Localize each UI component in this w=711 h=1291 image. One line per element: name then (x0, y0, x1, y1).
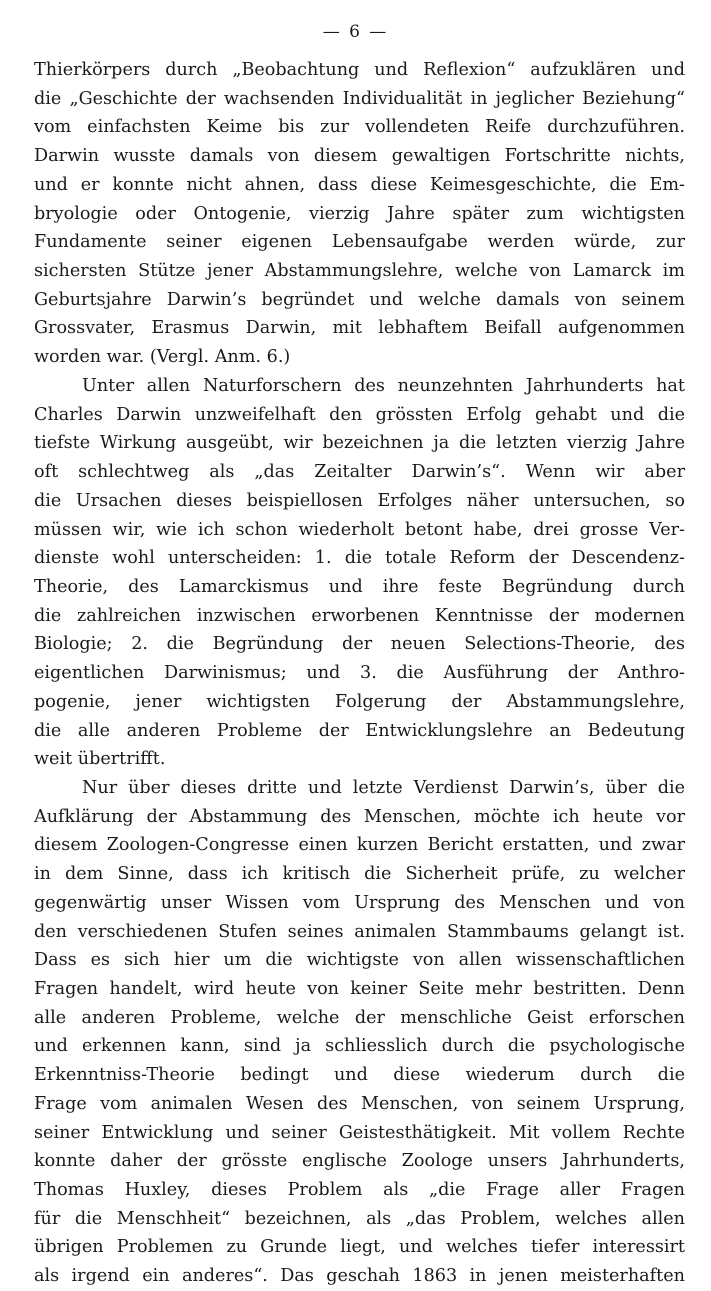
text-line: Dass es sich hier um die wichtigste von allen wissenschaftlichen (34, 950, 685, 971)
page-number: — 6 — (322, 22, 389, 42)
text-line: für die Menschheit“ bezeichnen, als „das Problem, welches allen (34, 1208, 685, 1229)
text-line: die Ursachen dieses beispiellosen Erfolges näher untersuchen, so (34, 490, 685, 511)
text-line: tiefste Wirkung ausgeübt, wir bezeichnen ja die letzten vierzig Jahre (34, 433, 685, 454)
text-line: gegenwärtig unser Wissen vom Ursprung des Menschen und von (34, 892, 685, 913)
paragraph-first-line: Nur über dieses dritte und letzte Verdienst Darwin’s, über die (82, 777, 685, 798)
text-line: diesem Zoologen-Congresse einen kurzen Bericht erstatten, und zwar (34, 835, 685, 856)
text-line: vom einfachsten Keime bis zur vollendeten Reife durchzuführen. (34, 117, 685, 138)
text-line: worden war. (Vergl. Anm. 6.) (34, 347, 291, 368)
text-line: konnte daher der grösste englische Zoologe unsers Jahrhunderts, (34, 1151, 685, 1172)
text-line: den verschiedenen Stufen seines animalen Stammbaums gelangt ist. (34, 921, 685, 942)
text-line: als irgend ein anderes“. Das geschah 1863 in jenen meisterhaften (34, 1266, 685, 1287)
text-line: und er konnte nicht ahnen, dass diese Keimesgeschichte, die Em- (34, 174, 685, 195)
text-line: müssen wir, wie ich schon wiederholt betont habe, drei grosse Ver- (34, 519, 685, 540)
text-line: Thierkörpers durch „Beobachtung und Reflexion“ aufzuklären und (34, 60, 685, 80)
text-line: bryologie oder Ontogenie, vierzig Jahre später zum wichtigsten (34, 203, 685, 224)
text-line: eigentlichen Darwinismus; und 3. die Ausführung der Anthro- (34, 663, 685, 684)
text-line: weit übertrifft. (34, 749, 166, 770)
text-line: oft schlechtweg als „das Zeitalter Darwin’s“. Wenn wir aber (34, 462, 685, 483)
text-line: Darwin wusste damals von diesem gewaltigen Fortschritte nichts, (34, 146, 685, 167)
text-line: Geburtsjahre Darwin’s begründet und welche damals von seinem (34, 289, 685, 310)
text-line: und erkennen kann, sind ja schliesslich durch die psychologische (34, 1036, 685, 1057)
text-line: Grossvater, Erasmus Darwin, mit lebhaftem Beifall aufgenommen (34, 318, 685, 339)
text-line: alle anderen Probleme, welche der menschliche Geist erforschen (34, 1007, 685, 1028)
text-line: Erkenntniss-Theorie bedingt und diese wiederum durch die (34, 1065, 685, 1086)
text-line: die alle anderen Probleme der Entwicklungslehre an Bedeutung (34, 720, 685, 741)
text-line: die zahlreichen inzwischen erworbenen Kenntnisse der modernen (34, 605, 685, 626)
text-line: Biologie; 2. die Begründung der neuen Selections-Theorie, des (34, 634, 685, 655)
text-line: Charles Darwin unzweifelhaft den grössten Erfolg gehabt und die (34, 404, 685, 425)
paragraph-first-line: Unter allen Naturforschern des neunzehnten Jahrhunderts hat (82, 375, 685, 396)
text-line: Frage vom animalen Wesen des Menschen, von seinem Ursprung, (34, 1093, 685, 1114)
text-line: dienste wohl unterscheiden: 1. die totale Reform der Descendenz- (34, 548, 685, 569)
text-line: pogenie, jener wichtigsten Folgerung der Abstammungslehre, (34, 691, 685, 712)
text-line: Thomas Huxley, dieses Problem als „die Frage aller Fragen (34, 1180, 685, 1201)
text-line: Aufklärung der Abstammung des Menschen, möchte ich heute vor (34, 806, 685, 827)
body-text (34, 56, 685, 1291)
text-line: Fundamente seiner eigenen Lebensaufgabe werden würde, zur (34, 232, 685, 253)
text-line: Theorie, des Lamarckismus und ihre feste Begründung durch (34, 576, 685, 597)
text-line: übrigen Problemen zu Grunde liegt, und welches tiefer interessirt (34, 1237, 685, 1258)
text-line: sichersten Stütze jener Abstammungslehre, welche von Lamarck im (34, 261, 685, 282)
text-line: die „Geschichte der wachsenden Individualität in jeglicher Beziehung“ (34, 88, 685, 109)
text-line: seiner Entwicklung und seiner Geistesthätigkeit. Mit vollem Rechte (34, 1122, 685, 1143)
text-line: in dem Sinne, dass ich kritisch die Sicherheit prüfe, zu welcher (34, 864, 685, 885)
text-line: Fragen handelt, wird heute von keiner Seite mehr bestritten. Denn (34, 979, 685, 999)
